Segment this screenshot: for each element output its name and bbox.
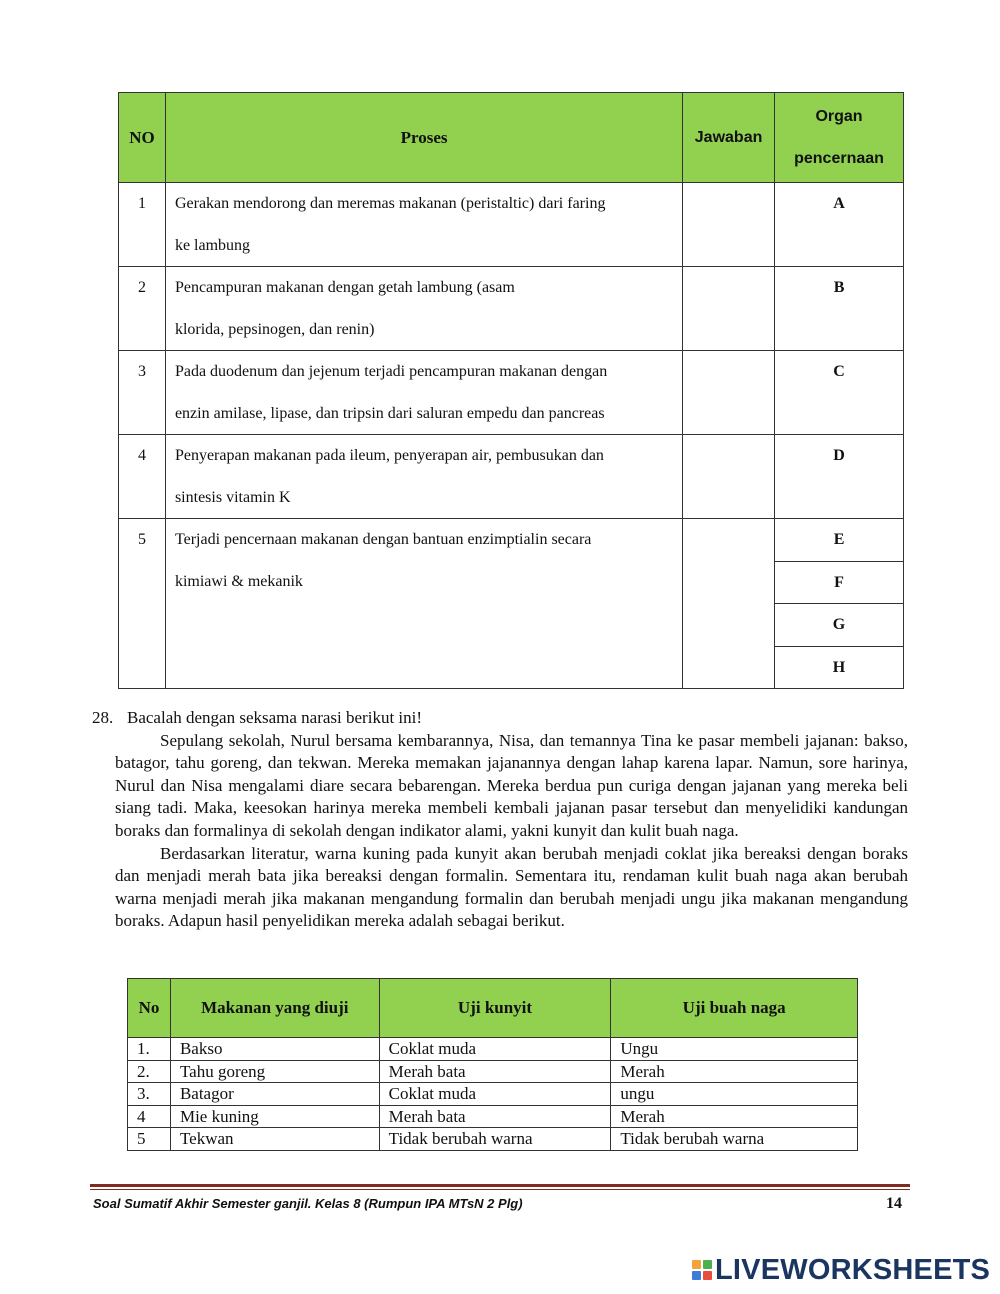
footer-text: Soal Sumatif Akhir Semester ganjil. Kelas 8 (Rumpun IPA MTsN 2 Plg) bbox=[93, 1196, 523, 1211]
table2-header-row bbox=[128, 979, 858, 1038]
cell-makanan: Batagor bbox=[170, 1083, 379, 1106]
organ-label: E bbox=[775, 519, 904, 562]
question-instruction: Bacalah dengan seksama narasi berikut ini! bbox=[127, 708, 423, 727]
process-line: kimiawi & mekanik bbox=[174, 572, 303, 590]
row-number: 4 bbox=[119, 435, 166, 519]
process-description bbox=[165, 435, 682, 519]
footer-rule-thin bbox=[90, 1189, 910, 1190]
process-line: ke lambung bbox=[174, 236, 251, 254]
row-number: 1 bbox=[119, 183, 166, 267]
table-row bbox=[119, 519, 904, 562]
table-row bbox=[128, 1105, 858, 1128]
cell-makanan: Tekwan bbox=[170, 1128, 379, 1151]
header-organ-line1: Organ bbox=[815, 107, 863, 125]
cell-makanan: Tahu goreng bbox=[170, 1060, 379, 1083]
narrative-paragraph-2: Berdasarkan literatur, warna kuning pada kunyit akan berubah menjadi coklat jika bereaksi dengan boraks dan menjadi merah bata jika bereaksi dengan formalin. Sementara itu, rendaman kulit buah naga akan berubah warna menjadi merah jika makanan mengandung formalin dan berubah menjadi ungu jika makanan mengandung boraks. Adapun hasil penyelidikan mereka adalah sebagai berikut. bbox=[115, 843, 908, 931]
process-line: Terjadi pencernaan makanan dengan bantuan enzimptialin secara bbox=[174, 531, 592, 548]
question-heading bbox=[92, 707, 908, 730]
table-row bbox=[128, 1038, 858, 1061]
cell-no: 2. bbox=[128, 1060, 171, 1083]
process-line: Penyerapan makanan pada ileum, penyerapan air, pembusukan dan bbox=[174, 447, 604, 464]
header-jawaban: Jawaban bbox=[683, 93, 775, 183]
process-line: Pencampuran makanan dengan getah lambung (asam bbox=[174, 279, 515, 296]
cell-makanan: Bakso bbox=[170, 1038, 379, 1061]
organ-label: C bbox=[775, 351, 904, 435]
answer-cell[interactable] bbox=[683, 435, 775, 519]
cell-naga: Merah bbox=[611, 1060, 858, 1083]
table-row bbox=[128, 1083, 858, 1106]
header-no: No bbox=[128, 979, 171, 1038]
logo-blocks-icon bbox=[692, 1260, 712, 1280]
liveworksheets-logo[interactable] bbox=[692, 1253, 990, 1287]
page-number: 14 bbox=[886, 1195, 902, 1212]
organ-label: G bbox=[775, 604, 904, 647]
cell-kunyit: Merah bata bbox=[379, 1060, 611, 1083]
header-organ-line2: pencernaan bbox=[794, 149, 884, 167]
digestion-process-table bbox=[118, 92, 904, 689]
answer-cell[interactable] bbox=[683, 519, 775, 689]
cell-no: 1. bbox=[128, 1038, 171, 1061]
process-line: sintesis vitamin K bbox=[174, 488, 291, 506]
logo-block bbox=[703, 1260, 712, 1269]
table1-header-row bbox=[119, 93, 904, 183]
header-uji-kunyit: Uji kunyit bbox=[379, 979, 611, 1038]
organ-label: B bbox=[775, 267, 904, 351]
question-28 bbox=[92, 707, 908, 933]
cell-kunyit: Coklat muda bbox=[379, 1083, 611, 1106]
cell-naga: ungu bbox=[611, 1083, 858, 1106]
cell-no: 4 bbox=[128, 1105, 171, 1128]
process-line: klorida, pepsinogen, dan renin) bbox=[174, 320, 375, 338]
header-uji-buah-naga: Uji buah naga bbox=[611, 979, 858, 1038]
logo-block bbox=[692, 1260, 701, 1269]
question-number: 28. bbox=[92, 708, 114, 727]
process-line: Gerakan mendorong dan meremas makanan (peristaltic) dari faring bbox=[174, 195, 606, 212]
header-no: NO bbox=[119, 93, 166, 183]
cell-makanan: Mie kuning bbox=[170, 1105, 379, 1128]
logo-block bbox=[703, 1271, 712, 1280]
cell-kunyit: Coklat muda bbox=[379, 1038, 611, 1061]
table-row bbox=[128, 1060, 858, 1083]
process-description bbox=[165, 267, 682, 351]
cell-naga: Merah bbox=[611, 1105, 858, 1128]
table-row bbox=[128, 1128, 858, 1151]
organ-label: H bbox=[775, 646, 904, 689]
narrative-paragraph-1: Sepulang sekolah, Nurul bersama kembarannya, Nisa, dan temannya Tina ke pasar membeli jajanan: bakso, batagor, tahu goreng, dan tekwan. Mereka memakan jajanannya dengan lahap karena lapar. Namun, sore harinya, Nurul dan Nisa mengalami diare secara bebarengan. Mereka berdua pun curiga dengan jajanan yang mereka beli siang tadi. Maka, keesokan harinya mereka membeli kembali jajanan pasar tersebut dan menyelidiki kandungan boraks dan formalinya di sekolah dengan indikator alami, yakni kunyit dan kulit buah naga. bbox=[115, 730, 908, 840]
process-description bbox=[165, 183, 682, 267]
cell-no: 3. bbox=[128, 1083, 171, 1106]
food-test-results-table bbox=[127, 978, 858, 1151]
cell-naga: Tidak berubah warna bbox=[611, 1128, 858, 1151]
organ-label: F bbox=[775, 561, 904, 604]
cell-naga: Ungu bbox=[611, 1038, 858, 1061]
logo-block bbox=[692, 1271, 701, 1280]
header-organ bbox=[775, 93, 904, 183]
organ-label: A bbox=[775, 183, 904, 267]
cell-kunyit: Merah bata bbox=[379, 1105, 611, 1128]
cell-no: 5 bbox=[128, 1128, 171, 1151]
answer-cell[interactable] bbox=[683, 351, 775, 435]
row-number: 5 bbox=[119, 519, 166, 689]
header-makanan: Makanan yang diuji bbox=[170, 979, 379, 1038]
process-description bbox=[165, 351, 682, 435]
logo-text: LIVEWORKSHEETS bbox=[715, 1253, 991, 1286]
organ-label: D bbox=[775, 435, 904, 519]
answer-cell[interactable] bbox=[683, 267, 775, 351]
footer-rule bbox=[90, 1184, 910, 1187]
process-line: Pada duodenum dan jejenum terjadi pencampuran makanan dengan bbox=[174, 363, 608, 380]
row-number: 2 bbox=[119, 267, 166, 351]
cell-kunyit: Tidak berubah warna bbox=[379, 1128, 611, 1151]
answer-cell[interactable] bbox=[683, 183, 775, 267]
header-proses: Proses bbox=[165, 93, 682, 183]
process-line: enzin amilase, lipase, dan tripsin dari saluran empedu dan pancreas bbox=[174, 404, 605, 422]
row-number: 3 bbox=[119, 351, 166, 435]
process-description bbox=[165, 519, 682, 689]
